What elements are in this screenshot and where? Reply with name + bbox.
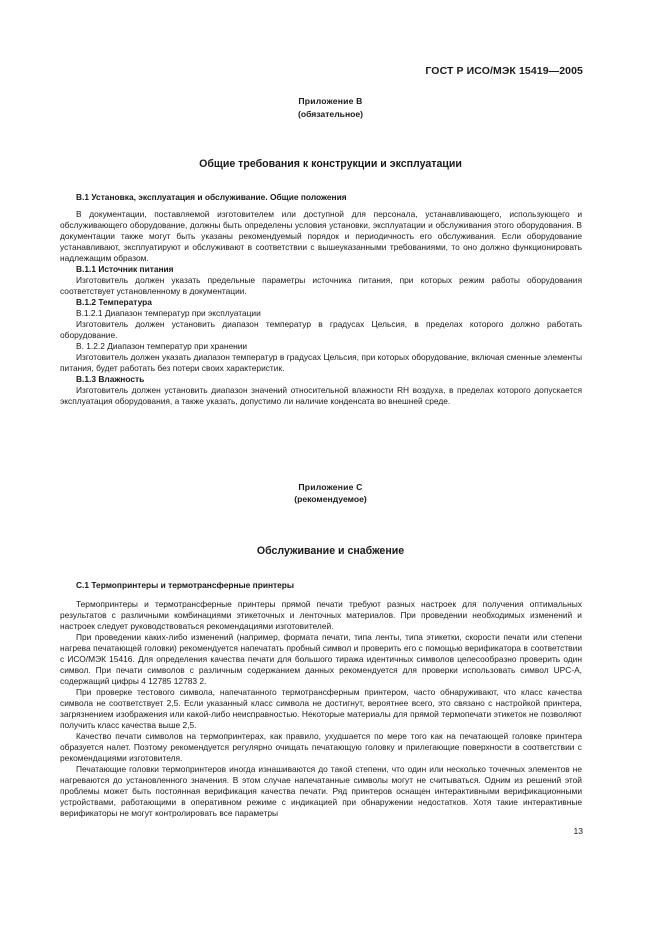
page-number: 13 [573, 826, 583, 836]
annex-c-status: (рекомендуемое) [294, 494, 367, 504]
clause-b11-heading: В.1.1 Источник питания [76, 264, 174, 274]
annex-c-heading: Обслуживание и снабжение [256, 545, 405, 557]
clause-b13-heading: В.1.3 Влажность [76, 374, 145, 384]
clause-c1-para-2: При проведении каких-либо изменений (например, формата печати, типа ленты, типа этикетки, скорости печати или степени нагрева печатающей головки) рекомендуется напечатать пробный символ и проверить его с помощью верификатора в соответствии с ИСО/МЭК 15416. Для определения качества печати для большого тиража идентичных символов целесообразно проверить один символ. При печати символов с различным содержанием данных рекомендуется для проверки использовать символ UPC-A, содержащий цифры 4 12785 12783 2. [60, 632, 582, 686]
clause-b121-text: Изготовитель должен установить диапазон температур в градусах Цельсия, в пределах которого должно работать оборудование. [60, 319, 582, 340]
clause-c1-para-4: Качество печати символов на термопринтерах, как правило, ухудшается по мере того как на печатающей головке принтера образуется налет. Поэтому рекомендуется регулярно очищать печатающую головку и прилегающие поверхности в соответствии с рекомендациями изготовителя. [60, 731, 582, 763]
annex-c-body [60, 580, 582, 819]
clause-c1-heading: С.1 Термопринтеры и термотрансферные принтеры [76, 580, 295, 590]
annex-c-title: Приложение С [298, 482, 363, 492]
clause-c1-para-1: Термопринтеры и термотрансферные принтеры прямой печати требуют разных настроек для получения оптимальных результатов с различными комбинациями этикеточных и ленточных материалов. При проведении необходимых изменений и настроек следует руководствоваться рекомендациями изготовителей. [60, 599, 582, 631]
annex-b-title: Приложение В [298, 96, 363, 106]
clause-b12-heading: В.1.2 Температура [76, 297, 152, 307]
annex-b-status: (обязательное) [297, 109, 364, 119]
clause-b13-text: Изготовитель должен установить диапазон значений относительной влажности RH воздуха, в пределах которого допускается эксплуатация оборудования, а также указать, допустимо ли наличие конденсата во внешней среде. [60, 385, 582, 406]
clause-b11-text: Изготовитель должен указать предельные параметры источника питания, при которых режим работы оборудования соответствует установленному в документации. [60, 275, 582, 296]
clause-b122-heading: В. 1.2.2 Диапазон температур при хранении [76, 341, 248, 351]
clause-b1-text: В документации, поставляемой изготовителем или доступной для персонала, устанавливающего, использующего и обслуживающего оборудование, должны быть определены условия установки, эксплуатации и обслуживания этого оборудования. В документации также могут быть указаны рекомендуемый порядок и периодичность его обслуживания. Если оборудование устанавливают, эксплуатируют и обслуживают в соответствии с вышеуказанными требованиями, то оно должно функционировать надлежащим образом. [60, 209, 582, 263]
clause-b122-text: Изготовитель должен указать диапазон температур в градусах Цельсия, при которых оборудование, включая сменные элементы питания, будет работать без потери своих характеристик. [60, 352, 582, 373]
annex-b-body [60, 192, 582, 407]
clause-c1-para-3: При проверке тестового символа, напечатанного термотрансферным принтером, часто обнаруживают, что класс качества символа не соответствует 2,5. Если указанный класс символа не достигнут, вероятнее всего, это связано с настройкой принтера, загрязнением изображения или какой-либо неисправностью. Некоторые материалы для прямой термопечати этикеток не позволяют получить класс качества выше 2,5. [60, 687, 582, 730]
clause-b1-heading: В.1 Установка, эксплуатация и обслуживание. Общие положения [76, 192, 347, 202]
standard-designation: ГОСТ Р ИСО/МЭК 15419—2005 [425, 65, 583, 77]
annex-b-heading: Общие требования к конструкции и эксплуатации [199, 158, 462, 170]
clause-c1-para-5: Печатающие головки термопринтеров иногда изнашиваются до такой степени, что один или несколько точечных элементов не нагреваются до установленного значения. В этом случае напечатанные символы могут не считываться. Одним из решений этой проблемы может быть постоянная верификация качества печати. Ряд принтеров оснащен интерактивными верификационными устройствами, работающими в оперативном режиме с индикацией при обнаружении недостатков. Хотя такие интерактивные верификаторы не могут контролировать все параметры [60, 764, 582, 818]
clause-b121-heading: В.1.2.1 Диапазон температур при эксплуатации [76, 308, 261, 318]
